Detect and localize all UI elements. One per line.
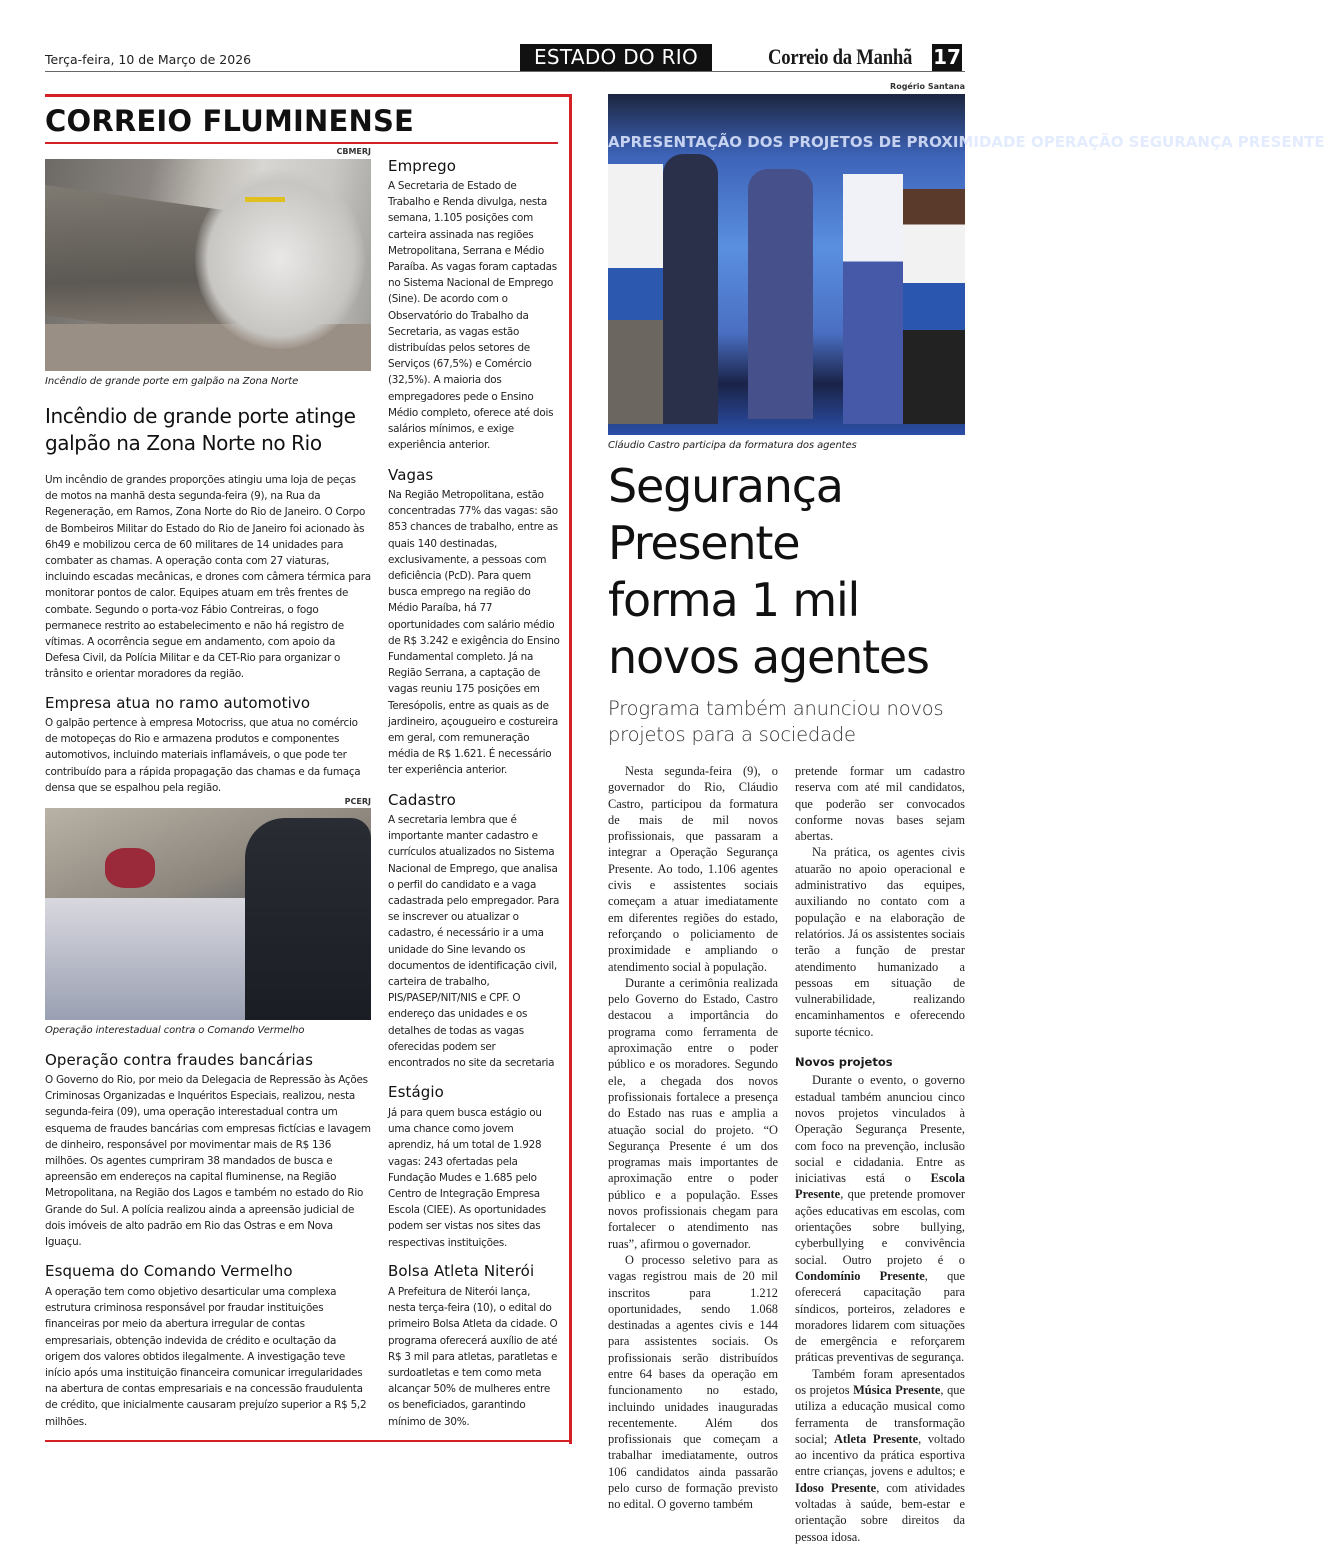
section-frame-right bbox=[569, 94, 572, 1444]
brief-body: A Prefeitura de Niterói lança, nesta terça-feira (10), o edital do primeiro Bolsa Atleta da cidade. O programa oferecerá auxílio de até R$ 3 mil para atletas, paratletas e surdoatletas e tem como meta alcançar 50% de mulheres entre os beneficiados, garantindo mínimo de 30%. bbox=[388, 1286, 558, 1428]
text-run: Durante o evento, o governo estadual também anunciou cinco novos projetos vinculados à Operação Segurança Presente, com foco na prevenção, inclusão social e cidadania. Entre as iniciativas está o bbox=[795, 1073, 965, 1186]
smoke-cloud bbox=[195, 169, 365, 349]
police-officer bbox=[245, 818, 371, 1020]
photo-credit: CBMERJ bbox=[336, 147, 371, 156]
article-subhead: Esquema do Comando Vermelho bbox=[45, 1262, 293, 1280]
article-paragraph bbox=[795, 763, 965, 844]
brief-body: Na Região Metropolitana, estão concentradas 77% das vagas: são 853 chances de trabalho, entre as quais 140 destinadas, exclusivamente, a pessoas com deficiência (PcD). Para quem busca emprego na região do Médio Paraíba, há 77 oportunidades com salário médio de R$ 3.242 e exigência do Ensino Fundamental completo. Já na Região Serrana, a captação de vagas reuniu 175 posições em Teresópolis, entre as quais as de jardineiro, açougueiro e costureira em geral, com remuneração média de R$ 1.621. É necessário ter experiência anterior. bbox=[388, 489, 560, 777]
article-body: Um incêndio de grandes proporções atingiu uma loja de peças de motos na manhã desta segunda-feira (9), na Rua da Regeneração, em Ramos, Zona Norte do Rio de Janeiro. O Corpo de Bombeiros Militar do Estado do Rio de Janeiro foi acionado às 6h49 e mobilizou cerca de 60 militares de 14 unidades para combater as chamas. A operação conta com 27 viaturas, incluindo escadas mecânicas, e drones com câmera térmica para monitorar pontos de calor. Equipes atuam em três frentes de combate. Segundo o porta-voz Fábio Contreiras, o fogo permanece restrito ao estabelecimento e não há registro de vítimas. A ocorrência segue em andamento, com apoio da Defesa Civil, da Polícia Militar e da CET-Rio para organizar o trânsito e orientar moradores da região. bbox=[45, 474, 371, 681]
text-run: , voltado ao incentivo da prática esportiva entre crianças, jovens e adultos; e bbox=[795, 1431, 965, 1479]
fire-warehouse-photo bbox=[45, 159, 371, 371]
project-name: Escola Presente bbox=[795, 1171, 965, 1202]
article-subhead: Operação contra fraudes bancárias bbox=[45, 1051, 314, 1069]
article-paragraph bbox=[608, 1252, 778, 1513]
governor-in-suit bbox=[663, 154, 718, 424]
section-frame-bottom bbox=[45, 1440, 572, 1442]
headline-line: Presente bbox=[608, 516, 800, 570]
text-run: O processo seletivo para as vagas registrou mais de 20 mil inscritos para 1.212 oportunidades, sendo 1.068 destinadas a agentes civis e 144 para assistentes sociais. Os profissionais serão distribuídos entre 64 bases da operação em funcionamento no estado, incluindo unidades inauguradas recentemente. Além dos profissionais que começam a trabalhar imediatamente, outros 106 candidatos ainda passarão pelo curso de formação previsto no edital. O governo também bbox=[608, 1252, 778, 1512]
article-column-2 bbox=[795, 763, 965, 1545]
project-name: Atleta Presente bbox=[833, 1431, 919, 1446]
article-paragraph bbox=[795, 1072, 965, 1365]
text-run: , que utiliza a educação musical como ferramenta de transformação social; bbox=[795, 1382, 965, 1446]
headline-line: forma 1 mil bbox=[608, 573, 860, 627]
photo-caption: Cláudio Castro participa da formatura dos agentes bbox=[608, 440, 857, 451]
official-in-suit bbox=[748, 169, 813, 419]
section-frame-top bbox=[45, 94, 572, 97]
article-paragraph bbox=[795, 1366, 965, 1545]
brief-body: A secretaria lembra que é importante manter cadastro e currículos atualizados no Sistema Nacional de Emprego, que analisa o perfil do candidato e a vaga cadastrada pelo empregador. Para se inscrever ou atualizar o cadastro, é necessário ir a uma unidade do Sine levando os documentos de identificação civil, carteira de trabalho, PIS/PASEP/NIT/NIS e CPF. O endereço das unidades e os detalhes de todas as vagas oferecidas podem ser encontrados no site da secretaria bbox=[388, 814, 560, 1070]
headline-line: novos agentes bbox=[608, 630, 929, 684]
article-paragraph bbox=[608, 975, 778, 1252]
article-paragraph bbox=[608, 763, 778, 975]
article-headline: Incêndio de grande porte atinge galpão na Zona Norte no Rio bbox=[45, 404, 356, 455]
section-title-underline bbox=[45, 142, 558, 144]
photo-credit: Rogério Santana bbox=[890, 82, 965, 91]
brief-body: A Secretaria de Estado de Trabalho e Renda divulga, nesta semana, 1.105 posições com carteira assinada nas regiões Metropolitana, Serrana e Médio Paraíba. As vagas foram captadas no Sistema Nacional de Emprego (Sine). De acordo com o Observatório do Trabalho da Secretaria, as vagas estão distribuídas pelos setores de Serviços (67,5%) e Comércio (32,5%). A maioria dos empregadores pede o Ensino Médio completo, oferece até dois salários mínimos, e exige experiência anterior. bbox=[388, 180, 557, 452]
article-subhead: Empresa atua no ramo automotivo bbox=[45, 694, 311, 712]
headline-deck: Programa também anunciou novos projetos para a sociedade bbox=[608, 697, 944, 746]
page-number: 17 bbox=[933, 45, 961, 69]
text-run: Durante a cerimônia realizada pelo Governo do Estado, Castro destacou a importância do programa como ferramenta de aproximação entre o poder público e os moradores. Segundo ele, a chegada dos novos profissionais fortalece a presença do Estado nas ruas e amplia a atuação social do projeto. “O Segurança Presente é um dos programas mais importantes de aproximação entre o poder público e a população. Esses novos profissionais chegam para fortalecer o atendimento nas ruas”, afirmou o governador. bbox=[608, 975, 778, 1251]
photo-caption: Incêndio de grande porte em galpão na Zona Norte bbox=[45, 376, 299, 387]
article-body: A operação tem como objetivo desarticular uma complexa estrutura criminosa responsável por fraudar instituições financeiras por meio da abertura irregular de contas empresariais, obtenção indevida de crédito e ocultação da origem dos valores obtidos ilegalmente. A investigação teve início após uma instituição financeira comunicar irregularidades na abertura de contas empresariais e na concessão fraudulenta de crédito, que inicialmente causaram prejuízo superior a R$ 5,2 milhões. bbox=[45, 1286, 367, 1428]
project-name: Condomínio Presente bbox=[795, 1268, 925, 1283]
ladder bbox=[245, 197, 285, 202]
text-run: , com atividades voltadas à saúde, bem-estar e orientação sobre direitos da pessoa idosa. bbox=[795, 1480, 965, 1544]
section-label: ESTADO DO RIO bbox=[520, 44, 712, 71]
graduation-ceremony-photo bbox=[608, 94, 1325, 435]
text-run: pretende formar um cadastro reserva com até mil candidatos, que poderão ser convocados conforme novas bases sejam abertas. bbox=[795, 764, 965, 844]
article-subhead: Novos projetos bbox=[795, 1055, 893, 1070]
agent-in-uniform bbox=[608, 164, 663, 424]
bag bbox=[105, 848, 155, 888]
article-body: O galpão pertence à empresa Motocriss, que atua no comércio de motopeças do Rio e armazena produtos e componentes automotivos, incluindo materiais inflamáveis, o que pode ter contribuído para a rápida propagação das chamas e da fumaça densa que se espalhou pela região. bbox=[45, 717, 361, 794]
article-column-1 bbox=[608, 763, 778, 1513]
brief-title-emprego: Emprego bbox=[388, 157, 457, 175]
headline-line: Segurança bbox=[608, 459, 843, 513]
official-in-uniform bbox=[843, 174, 903, 424]
issue-date: Terça-feira, 10 de Março de 2026 bbox=[45, 52, 252, 67]
project-name: Idoso Presente bbox=[795, 1480, 877, 1495]
article-body: O Governo do Rio, por meio da Delegacia de Repressão às Ações Criminosas Organizadas e Inquéritos Especiais, realizou, nesta segunda-feira (09), uma operação interestadual contra um esquema de fraudes bancárias com empresas fictícias e lavagem de dinheiro, responsável por movimentar mais de R$ 136 milhões. Os agentes cumpriram 38 mandados de busca e apreensão em endereços na capital fluminense, na Região Metropolitana, na Região dos Lagos e também no estado do Rio Grande do Sul. A polícia realizou ainda a apreensão judicial de dois imóveis de alto padrão em Rio das Ostras e em Nova Iguaçu. bbox=[45, 1074, 371, 1249]
text-run: , que oferecerá capacitação para síndicos, porteiros, zeladores e moradores lidarem com situações de emergência e reforçarem práticas preventivas de segurança. bbox=[795, 1268, 965, 1365]
text-run: , que pretende promover ações educativas em escolas, com orientações sobre bullying, cyberbullying e convivência social. Outro projeto é o bbox=[795, 1187, 965, 1267]
photo-caption: Operação interestadual contra o Comando Vermelho bbox=[45, 1025, 305, 1036]
article-paragraph bbox=[795, 844, 965, 1040]
main-headline bbox=[608, 458, 968, 686]
photo-credit: PCERJ bbox=[344, 797, 371, 806]
agent-woman bbox=[903, 189, 965, 424]
project-name: Música Presente bbox=[853, 1382, 941, 1397]
brief-title-cadastro: Cadastro bbox=[388, 791, 456, 809]
brief-title-bolsa-atleta: Bolsa Atleta Niterói bbox=[388, 1262, 535, 1280]
text-run: Nesta segunda-feira (9), o governador do Rio, Cláudio Castro, participou da formatura de mais de mil novos profissionais, que passaram a integrar a Operação Segurança Presente. Ao todo, 1.106 agentes civis e assistentes sociais começam a atuar imediatamente em diferentes regiões do estado, reforçando o policiamento de proximidade e ampliando o atendimento social à população. bbox=[608, 764, 778, 974]
brief-body: Já para quem busca estágio ou uma chance como jovem aprendiz, há um total de 1.928 vagas: 243 ofertadas pela Fundação Mudes e 1.685 pelo Centro de Integração Empresa Escola (CIEE). As oportunidades podem ser vistas nos sites das respectivas instituições. bbox=[388, 1107, 546, 1249]
text-run: Também foram apresentados os projetos bbox=[795, 1366, 965, 1397]
header-divider bbox=[45, 71, 965, 72]
brief-title-estagio: Estágio bbox=[388, 1083, 444, 1101]
brief-title-vagas: Vagas bbox=[388, 466, 434, 484]
police-operation-photo bbox=[45, 808, 371, 1020]
newspaper-masthead: Correio da Manhã bbox=[768, 44, 913, 69]
bed-with-documents bbox=[45, 898, 245, 1020]
text-run: Na prática, os agentes civis atuarão no apoio operacional e administrativo das equipes, auxiliando no contato com a população e na elaboração de relatórios. Já os assistentes sociais terão a função de prestar atendimento humanizado a pessoas em situação de vulnerabilidade, realizando encaminhamentos e oferecendo suporte técnico. bbox=[795, 845, 965, 1039]
stage-banner-text: APRESENTAÇÃO DOS PROJETOS DE PROXIMIDADE OPERAÇÃO SEGURANÇA PRESENTE bbox=[608, 133, 1325, 151]
section-title: CORREIO FLUMINENSE bbox=[45, 104, 415, 138]
